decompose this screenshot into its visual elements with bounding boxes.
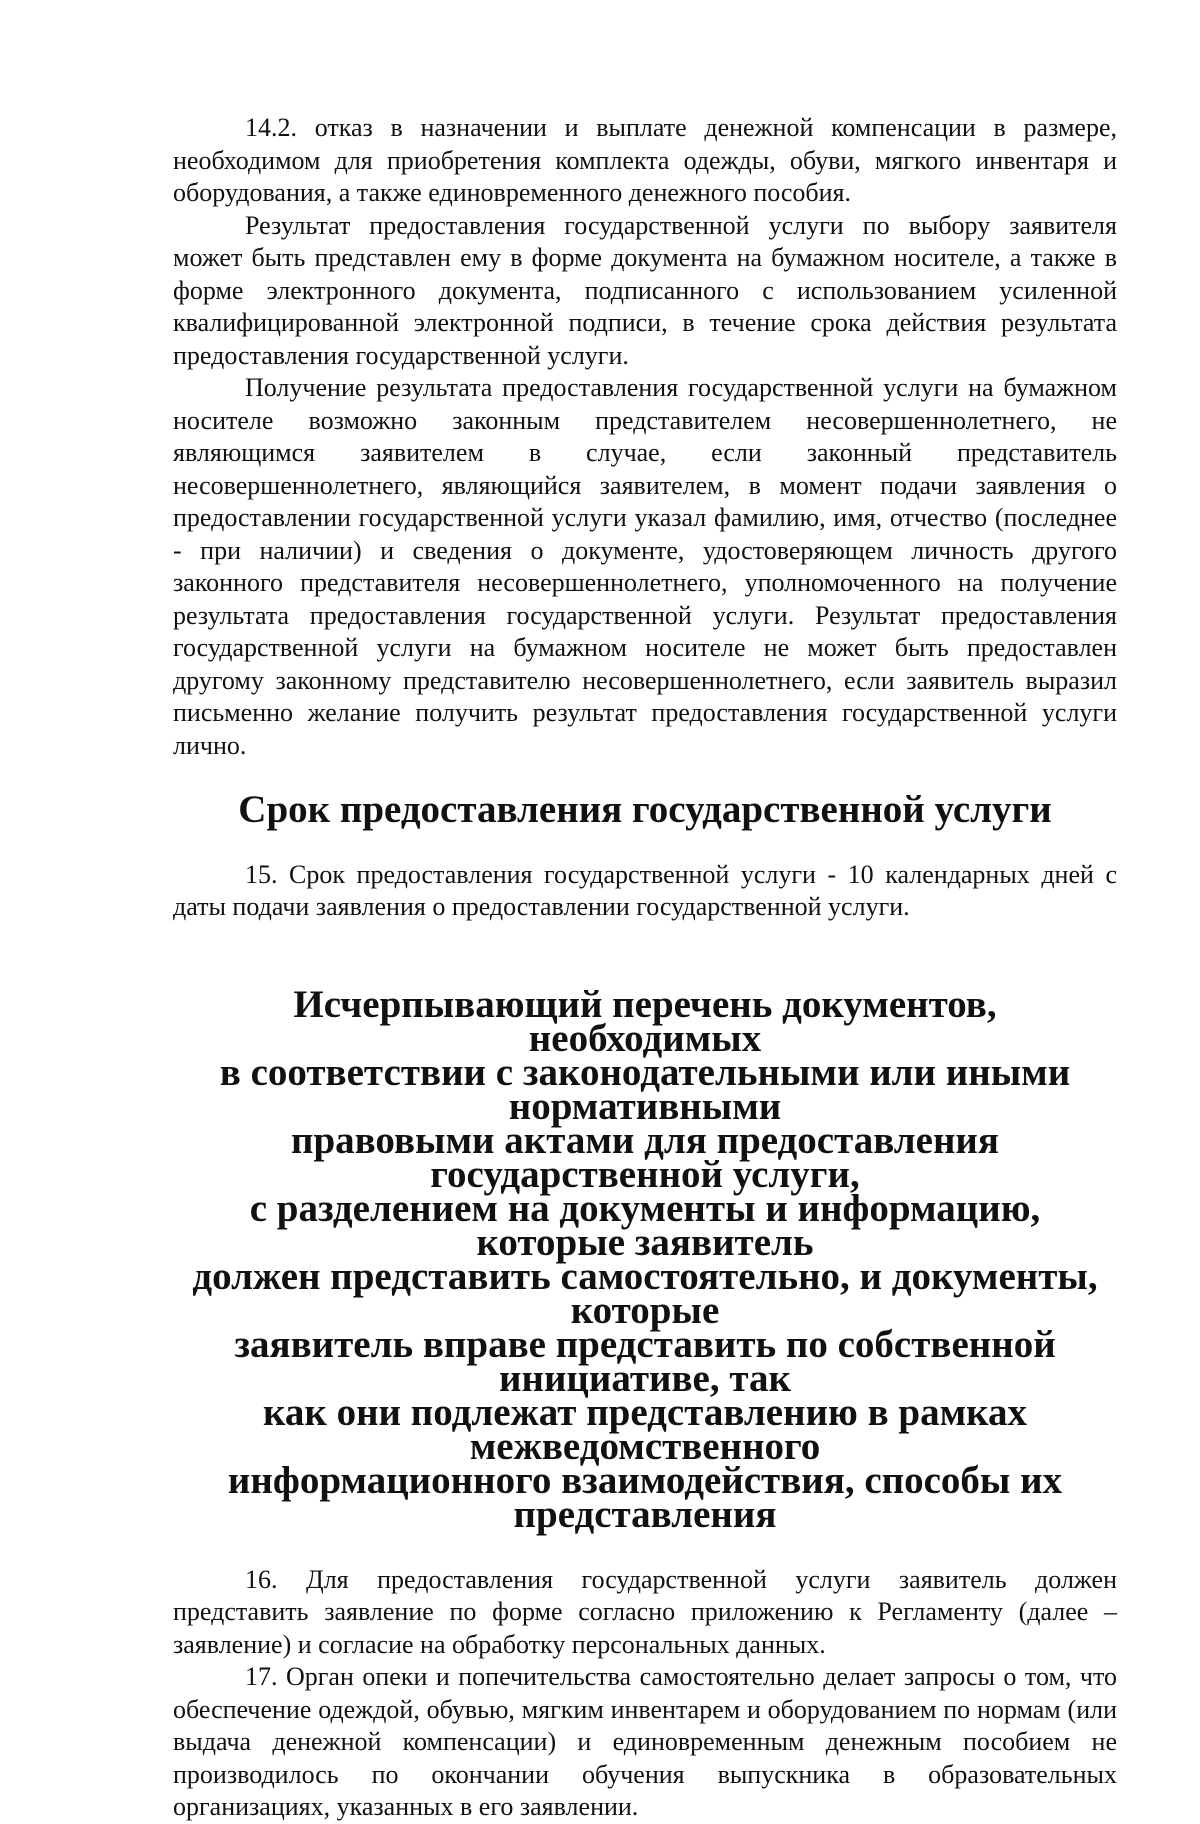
- paragraph-15: 15. Срок предоставления государственной услуги - 10 календарных дней с даты подачи заявления о предоставлении государственной услуги.: [173, 859, 1117, 921]
- heading-line: правовыми актами для предоставления государственной услуги,: [290, 1118, 1000, 1196]
- section-heading-term: Срок предоставления государственной услуги: [238, 788, 1052, 831]
- heading-line: должен представить самостоятельно, и документы, которые: [192, 1254, 1098, 1332]
- paragraph-14-2: 14.2. отказ в назначении и выплате денежной компенсации в размере, необходимом для приобретения комплекта одежды, обуви, мягкого инвентаря и оборудования, а также единовременного денежного пособия.: [173, 113, 1117, 207]
- paragraph-result-form: Результат предоставления государственной услуги по выбору заявителя может быть представлен ему в форме документа на бумажном носителе, а также в форме электронного документа, подписанного с использованием усиленной квалифицированной электронной подписи, в течение срока действия результата предоставления государственной услуги.: [173, 210, 1117, 370]
- heading-line: информационного взаимодействия, способы их представления: [227, 1458, 1063, 1536]
- heading-line: в соответствии с законодательными или иными нормативными: [219, 1050, 1071, 1128]
- heading-line: Исчерпывающий перечень документов, необходимых: [293, 982, 997, 1060]
- heading-line: с разделением на документы и информацию, которые заявитель: [249, 1186, 1041, 1264]
- paragraph-result-receipt: Получение результата предоставления государственной услуги на бумажном носителе возможно законным представителем несовершеннолетнего, не являющимся заявителем в случае, если законный представитель несовершеннолетнего, являющийся заявителем, в момент подачи заявления о предоставлении государственной услуги указал фамилию, имя, отчество (последнее - при наличии) и сведения о документе, удостоверяющем личность другого законного представителя несовершеннолетнего, уполномоченного на получение результата предоставления государственной услуги. Результат предоставления государственной услуги на бумажном носителе не может быть предоставлен другому законному представителю несовершеннолетнего, если заявитель выразил письменно желание получить результат предоставления государственной услуги лично.: [173, 373, 1117, 760]
- heading-line: как они подлежат представлению в рамках межведомственного: [262, 1390, 1028, 1468]
- heading-line: заявитель вправе представить по собственной инициативе, так: [234, 1322, 1056, 1400]
- paragraph-16: 16. Для предоставления государственной услуги заявитель должен представить заявление по форме согласно приложению к Регламенту (далее – заявление) и согласие на обработку персональных данных.: [173, 1564, 1117, 1659]
- section-heading-documents: [173, 982, 1117, 1536]
- document-page: [173, 112, 1117, 1824]
- paragraph-17: 17. Орган опеки и попечительства самостоятельно делает запросы о том, что обеспечение одеждой, обувью, мягким инвентарем и оборудованием по нормам (или выдача денежной компенсации) и единовременным денежным пособием не производилось по окончании обучения выпускника в образовательных организациях, указанных в его заявлении.: [173, 1662, 1117, 1821]
